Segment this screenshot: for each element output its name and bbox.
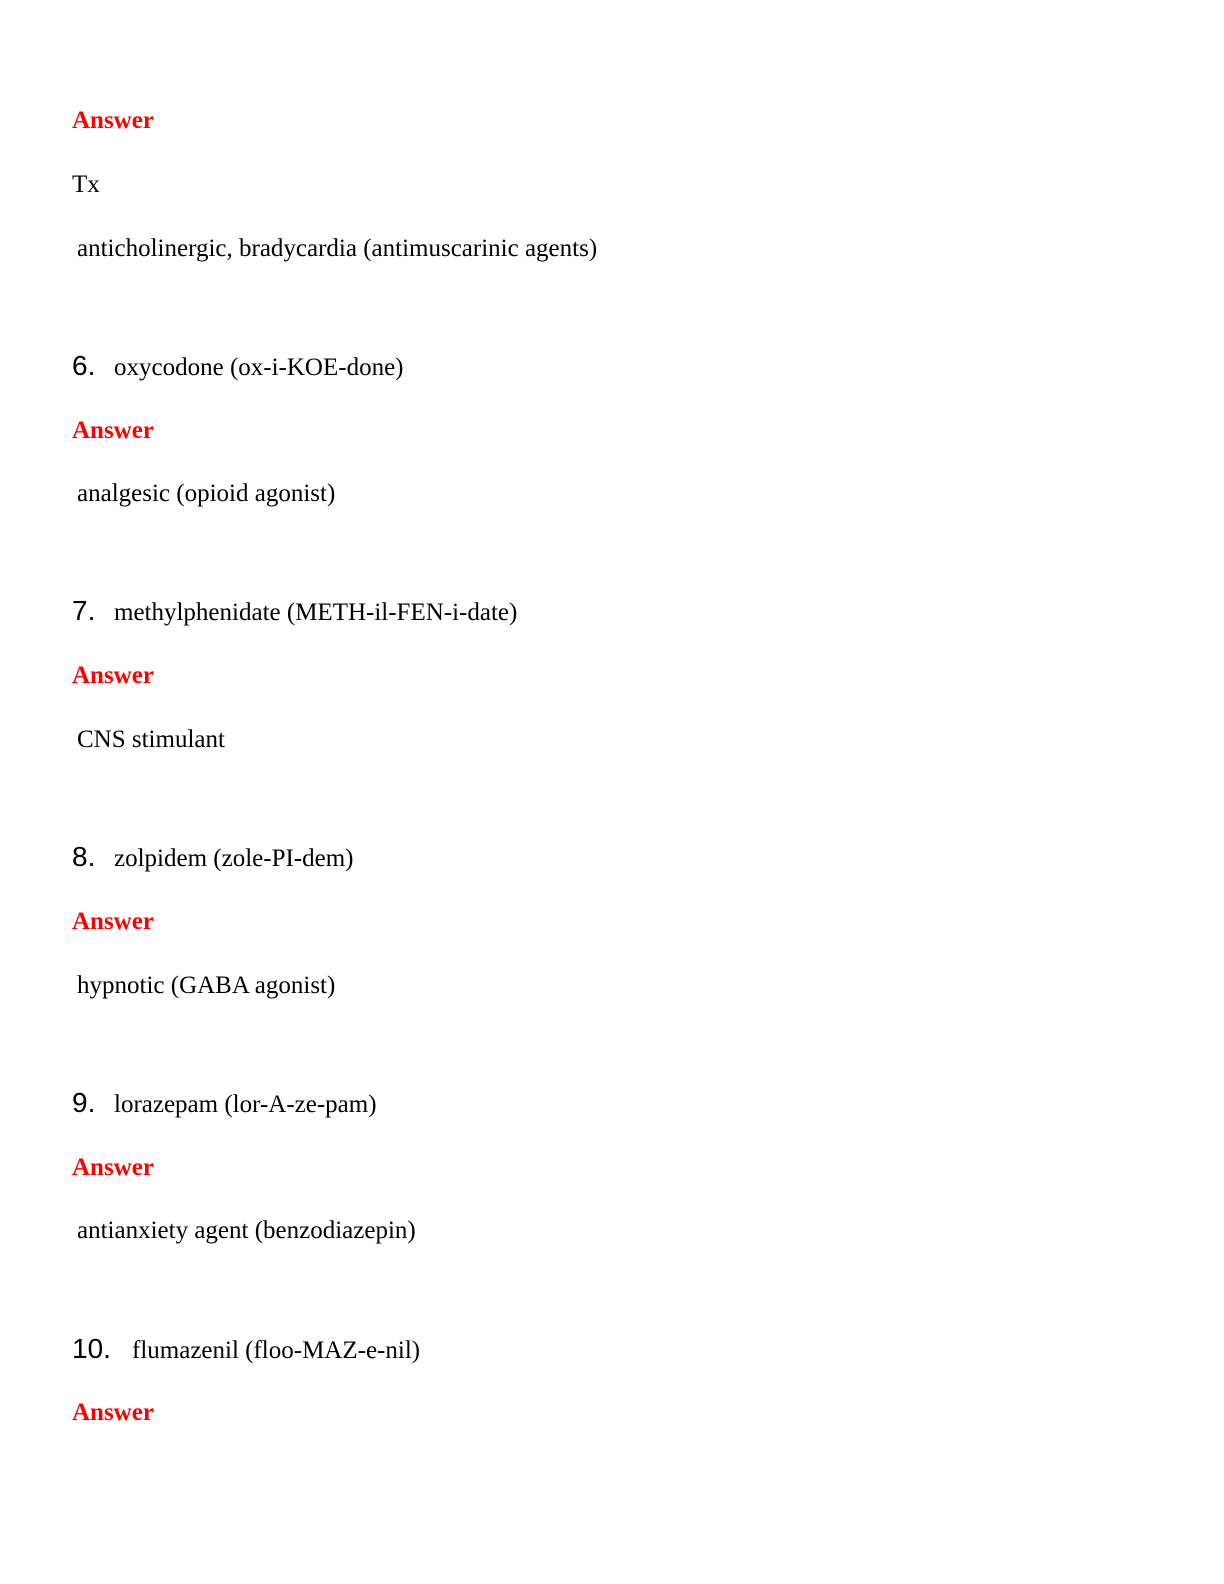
question-item [72,1089,377,1117]
question-number: 8. [72,841,96,872]
question-term: flumazenil (floo-MAZ-e-nil) [132,1337,421,1364]
question-number: 6. [72,350,96,381]
answer-label: Answer [72,107,154,134]
question-item [72,1335,420,1363]
answer-text: hypnotic (GABA agonist) [77,972,336,999]
question-term: zolpidem (zole-PI-dem) [114,845,354,872]
question-item [72,843,354,871]
question-item [72,597,517,625]
question-term: methylphenidate (METH-il-FEN-i-date) [114,599,518,626]
answer-label: Answer [72,1399,154,1426]
question-number: 9. [72,1087,96,1118]
answer-label: Answer [72,417,154,444]
question-term: oxycodone (ox-i-KOE-done) [114,354,404,381]
answer-text: Tx [72,171,100,198]
answer-text: analgesic (opioid agonist) [77,480,336,507]
question-number: 10. [72,1333,111,1364]
answer-text: antianxiety agent (benzodiazepin) [77,1217,416,1244]
answer-label: Answer [72,662,154,689]
answer-label: Answer [72,908,154,935]
question-item [72,352,404,380]
answer-text: CNS stimulant [77,726,225,753]
question-term: lorazepam (lor-A-ze-pam) [114,1091,377,1118]
answer-text: anticholinergic, bradycardia (antimuscarinic agents) [77,235,598,262]
question-number: 7. [72,595,96,626]
answer-label: Answer [72,1154,154,1181]
